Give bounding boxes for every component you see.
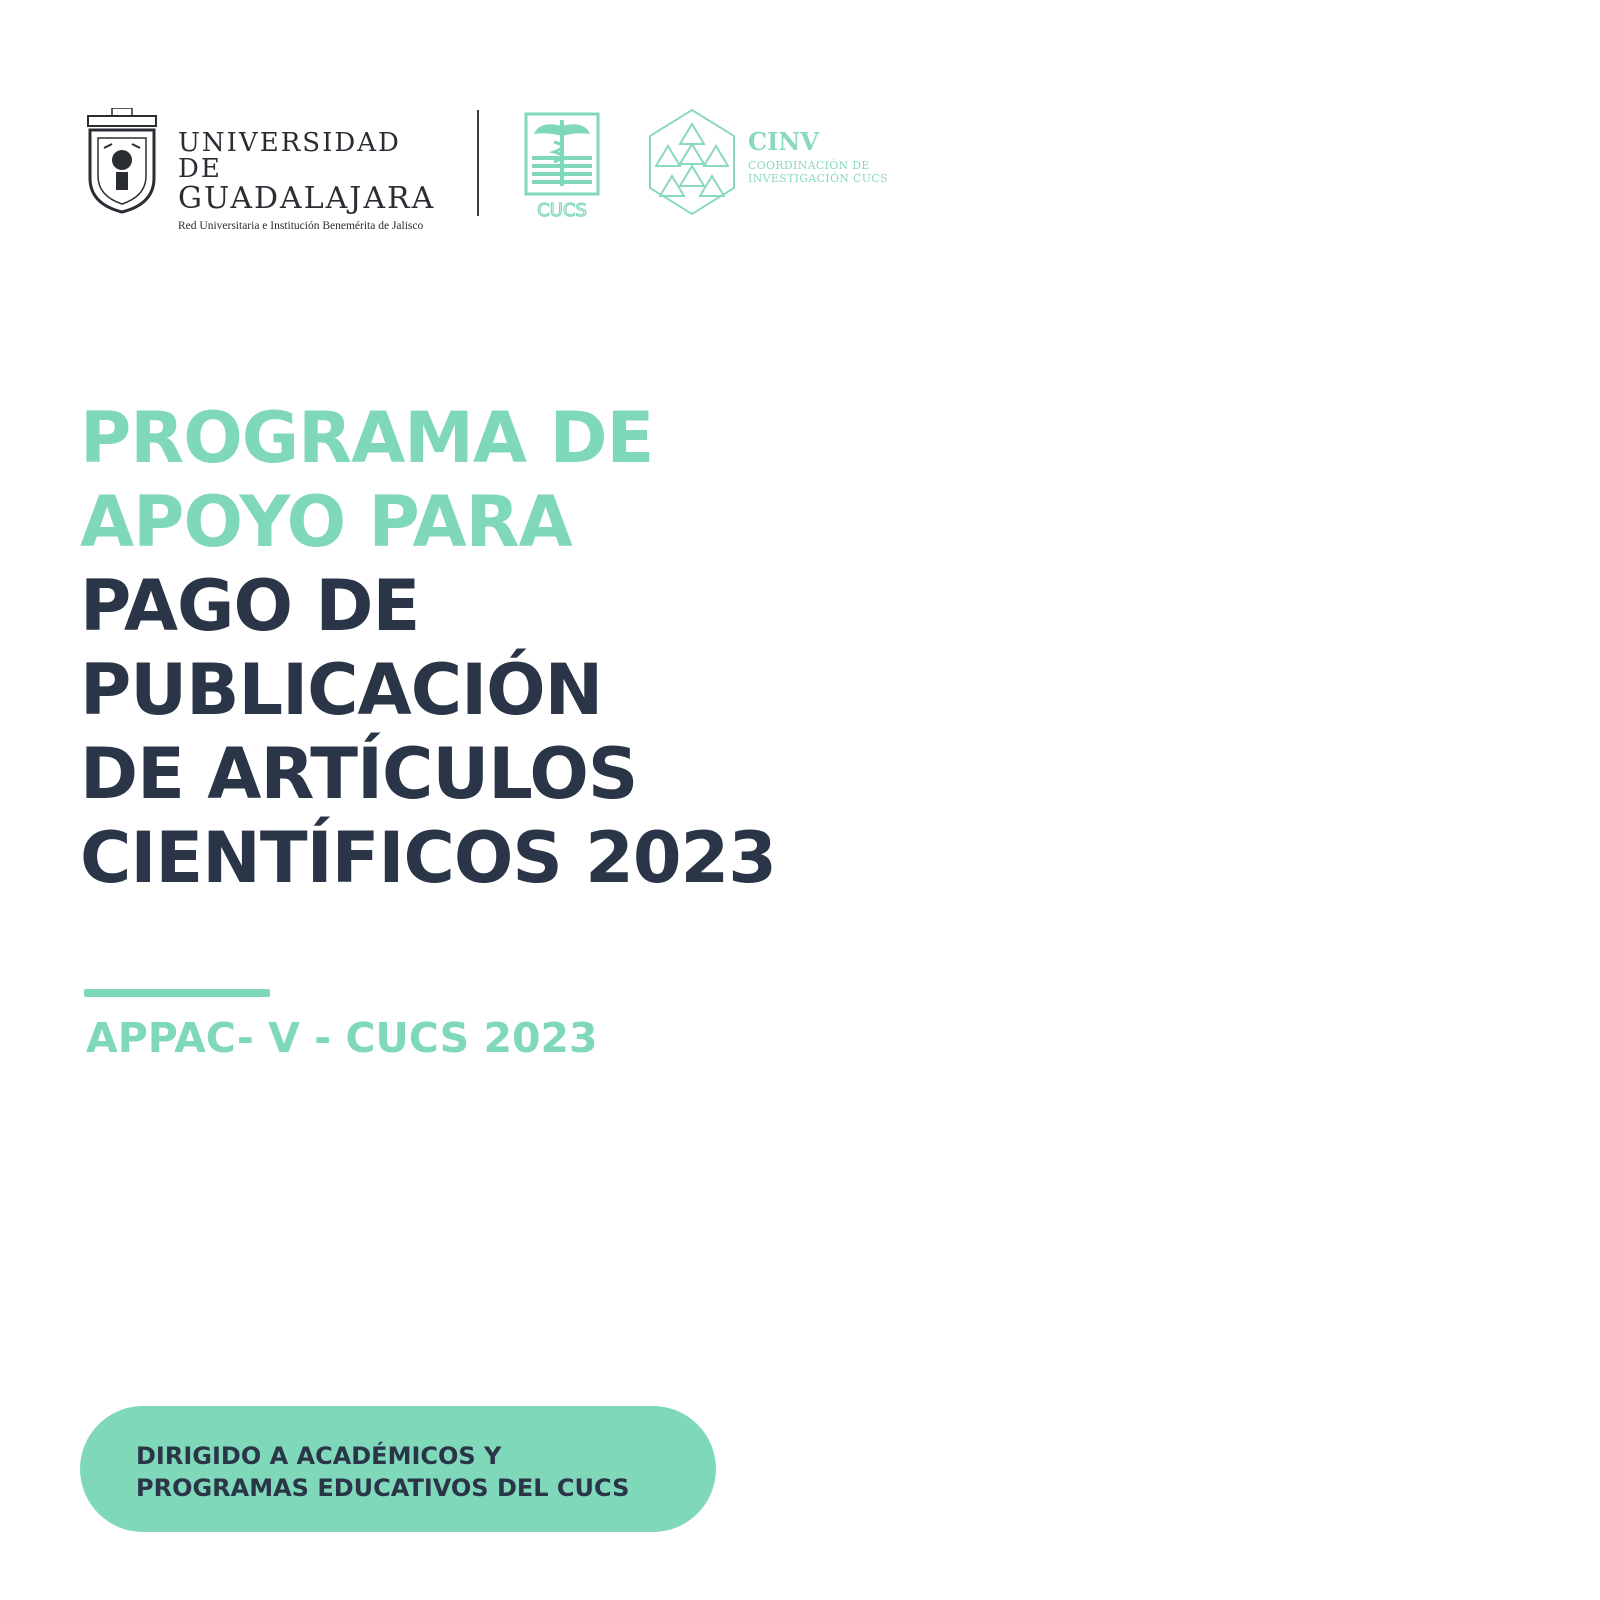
subtitle-divider <box>84 989 270 997</box>
cucs-logo-label: CUCS <box>537 200 587 220</box>
title-line-6: CIENTÍFICOS 2023 <box>80 817 776 899</box>
cinv-title: CINV <box>748 127 819 156</box>
title-line-4: PUBLICACIÓN <box>80 649 603 731</box>
udg-logo <box>82 108 436 232</box>
cinv-subtitle-line1: COORDINACIÓN DE <box>748 159 870 172</box>
udg-name-line1: UNIVERSIDAD DE <box>178 128 401 184</box>
page-title <box>80 396 776 900</box>
program-code: APPAC- V - CUCS 2023 <box>86 1014 598 1062</box>
cinv-wordmark <box>748 127 888 185</box>
audience-line-2: PROGRAMAS EDUCATIVOS DEL CUCS <box>136 1474 630 1502</box>
audience-text <box>136 1440 629 1504</box>
title-line-3: PAGO DE <box>80 565 420 647</box>
title-line-5: DE ARTÍCULOS <box>80 733 638 815</box>
title-line-2: APOYO PARA <box>80 481 572 563</box>
udg-wordmark <box>178 130 435 232</box>
cinv-logo <box>646 108 906 218</box>
udg-shield-icon <box>82 108 162 214</box>
audience-line-1: DIRIGIDO A ACADÉMICOS Y <box>136 1442 502 1470</box>
udg-tagline: Red Universitaria e Institución Benemérita de Jalisco <box>178 220 424 232</box>
logo-divider <box>477 110 479 216</box>
cucs-logo-icon <box>524 112 600 220</box>
udg-name-line2: GUADALAJARA <box>178 181 436 216</box>
cinv-subtitle-line2: INVESTIGACIÓN CUCS <box>748 171 888 185</box>
cinv-logo-icon <box>646 108 738 216</box>
audience-badge <box>80 1406 716 1532</box>
title-line-1: PROGRAMA DE <box>80 397 654 479</box>
